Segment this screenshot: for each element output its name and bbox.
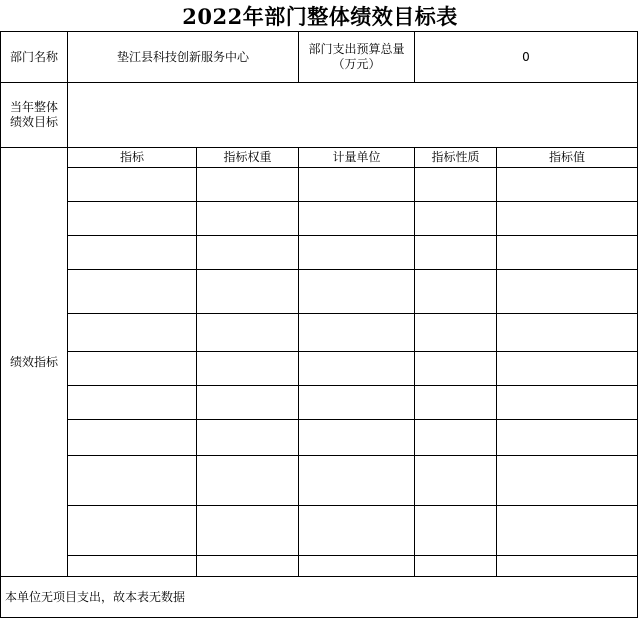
performance-indicators-label: 绩效指标: [9, 354, 58, 369]
budget-label: [299, 32, 414, 82]
budget-value: 0: [522, 49, 530, 64]
column-header-unit: 计量单位: [332, 150, 381, 164]
footer-note: 本单位无项目支出，故本表无数据: [5, 589, 186, 604]
annual-goal-label-line2: 绩效目标: [9, 115, 58, 129]
annual-goal-label: [1, 83, 67, 147]
budget-label-line1: 部门支出预算总量: [308, 42, 405, 56]
page-title: 2022年部门整体绩效目标表: [182, 4, 458, 29]
column-header-nature: 指标性质: [431, 150, 480, 164]
dept-name-label: 部门名称: [9, 49, 58, 64]
column-header-weight: 指标权重: [223, 150, 272, 164]
annual-goal-label-line1: 当年整体: [9, 100, 58, 114]
dept-name-value: 垫江县科技创新服务中心: [116, 49, 249, 64]
annual-goal-value: [68, 83, 637, 147]
column-header-indicator: 指标: [119, 150, 144, 164]
budget-label-line2: （万元）: [332, 57, 381, 71]
column-header-value: 指标值: [548, 150, 585, 164]
